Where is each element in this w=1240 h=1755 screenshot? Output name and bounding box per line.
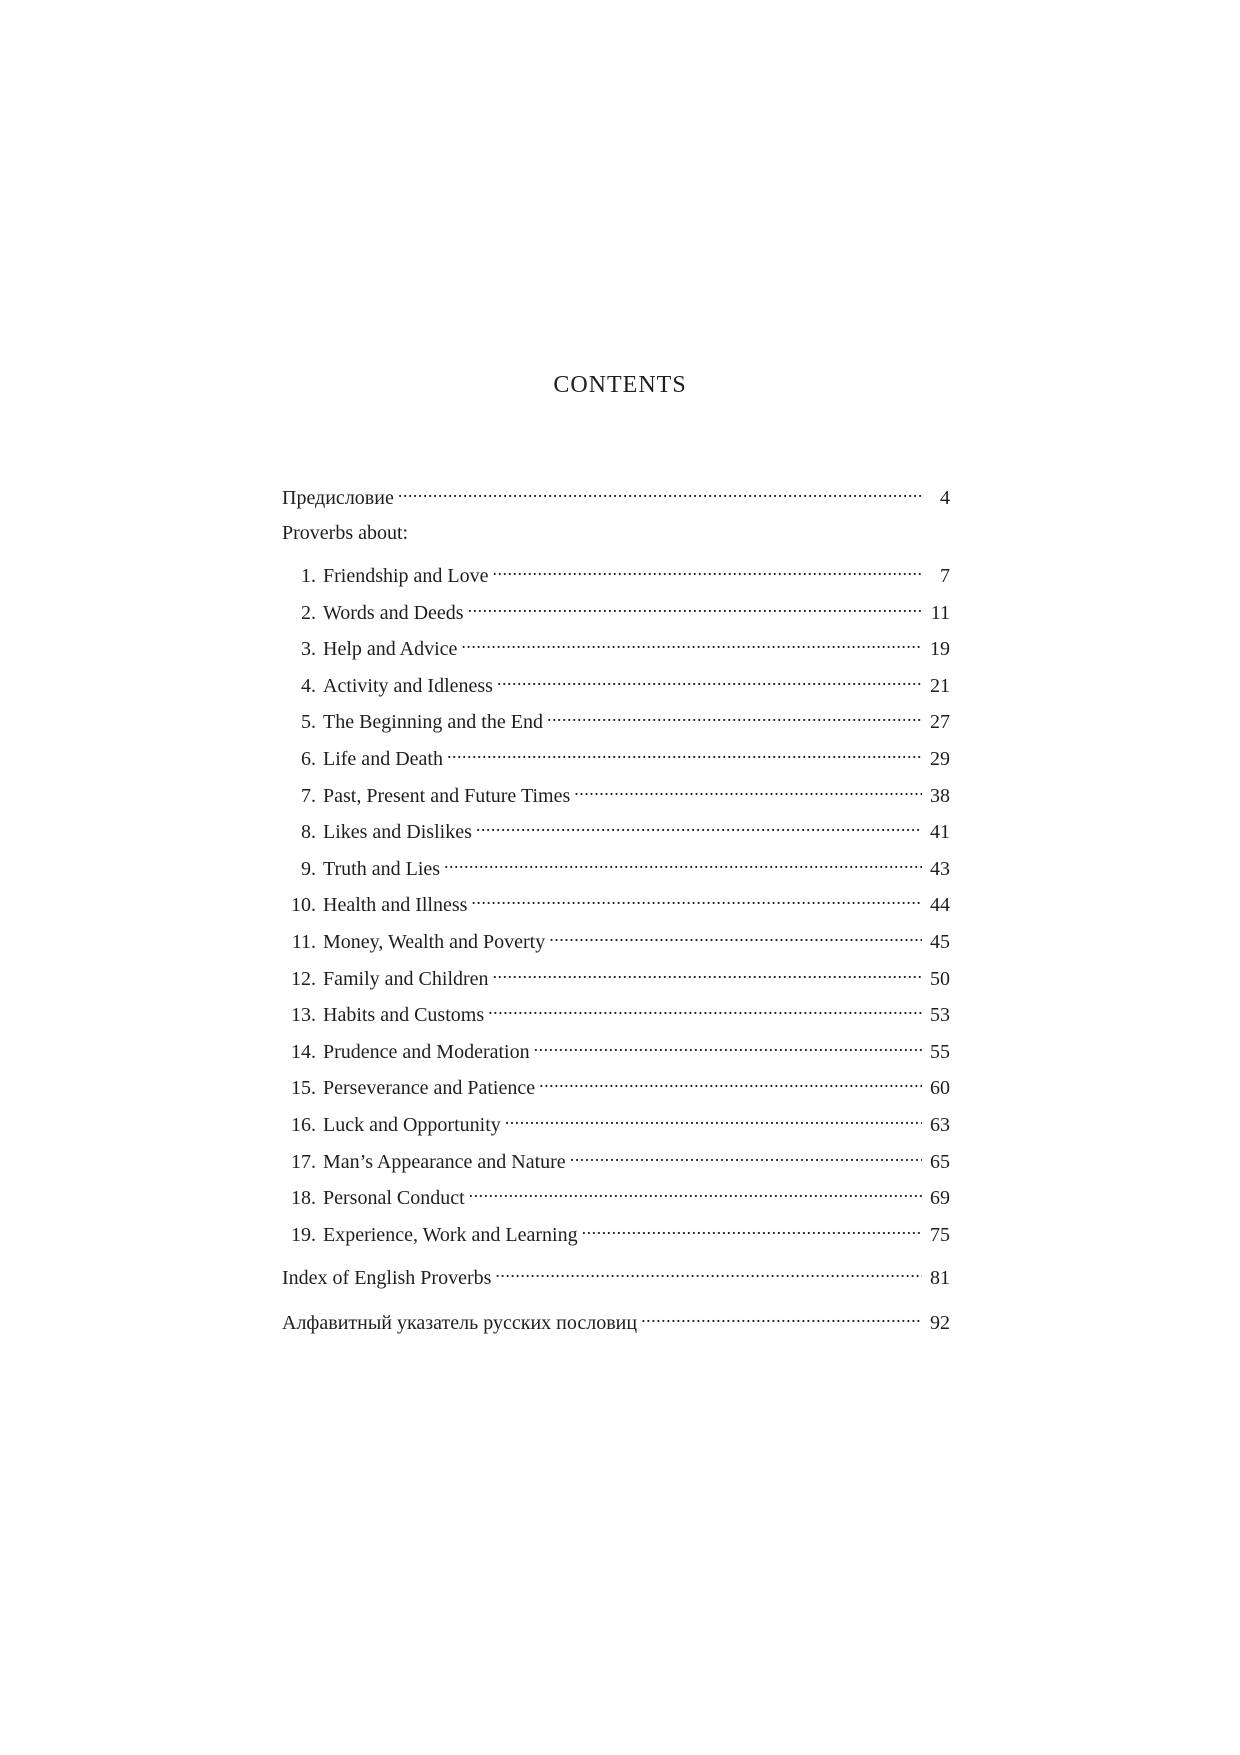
toc-entry-label: Алфавитный указатель русских пословиц [282, 1312, 638, 1334]
dot-leader [547, 702, 922, 728]
dot-leader [493, 556, 922, 582]
toc-entry-chapter[interactable] [282, 629, 950, 662]
page-title: CONTENTS [553, 372, 687, 398]
chapter-number: 19. [291, 1224, 316, 1246]
chapter-number: 12. [291, 968, 316, 990]
chapter-number: 9. [301, 858, 316, 880]
toc-entry-page: 50 [930, 968, 950, 990]
chapter-number: 1. [301, 565, 316, 587]
toc-entry-page: 65 [930, 1151, 950, 1173]
toc-entry-page: 38 [930, 785, 950, 807]
dot-leader [447, 739, 922, 765]
toc-entry-page: 45 [930, 931, 950, 953]
chapter-number: 13. [291, 1004, 316, 1026]
toc-entry-page: 43 [930, 858, 950, 880]
toc-entry-page: 11 [930, 602, 950, 624]
proverbs-heading: Proverbs about: [282, 522, 409, 544]
dot-leader [641, 1303, 922, 1329]
toc-entry-label: Health and Illness [323, 894, 468, 916]
toc-entry-label: Money, Wealth and Poverty [323, 931, 546, 953]
dot-leader [461, 629, 922, 655]
toc-entry-chapter[interactable] [282, 995, 950, 1028]
toc-entry-label: Index of English Proverbs [282, 1267, 492, 1289]
toc-entry-page: 44 [930, 894, 950, 916]
dot-leader [505, 1105, 922, 1131]
toc-entry-chapter[interactable] [282, 556, 950, 589]
toc-entry-page: 63 [930, 1114, 950, 1136]
toc-entry-index-english[interactable] [282, 1258, 950, 1291]
toc-entry-label: The Beginning and the End [323, 711, 543, 733]
toc-entry-chapter[interactable] [282, 1178, 950, 1211]
chapter-number: 16. [291, 1114, 316, 1136]
chapter-number: 18. [291, 1187, 316, 1209]
toc-entry-label: Help and Advice [323, 638, 458, 660]
chapter-number: 3. [301, 638, 316, 660]
dot-leader [493, 959, 922, 985]
toc-entry-page: 75 [930, 1224, 950, 1246]
dot-leader [582, 1215, 922, 1241]
toc-entry-page: 27 [930, 711, 950, 733]
toc-entry-label: Life and Death [323, 748, 443, 770]
dot-leader [488, 995, 922, 1021]
chapter-number: 2. [301, 602, 316, 624]
toc-entry-label: Prudence and Moderation [323, 1041, 530, 1063]
toc-entry-chapter[interactable] [282, 776, 950, 809]
chapter-number: 8. [301, 821, 316, 843]
chapter-number: 10. [291, 894, 316, 916]
toc-entry-label: Truth and Lies [323, 858, 441, 880]
dot-leader [444, 849, 922, 875]
toc-entry-page: 4 [940, 487, 950, 509]
toc-entry-page: 7 [940, 565, 950, 587]
dot-leader [574, 776, 922, 802]
toc-entry-chapter[interactable] [282, 666, 950, 699]
toc-entry-label: Words and Deeds [323, 602, 464, 624]
chapter-number: 6. [301, 748, 316, 770]
chapter-number: 17. [291, 1151, 316, 1173]
chapter-number: 4. [301, 675, 316, 697]
toc-entry-page: 55 [930, 1041, 950, 1063]
toc-entry-label: Предисловие [282, 487, 394, 509]
dot-leader [398, 478, 922, 504]
toc-entry-chapter[interactable] [282, 885, 950, 918]
toc-entry-label: Friendship and Love [323, 565, 489, 587]
dot-leader [534, 1032, 922, 1058]
toc-entry-page: 81 [930, 1267, 950, 1289]
chapter-number: 14. [291, 1041, 316, 1063]
toc-entry-label: Likes and Dislikes [323, 821, 472, 843]
toc-entry-page: 53 [930, 1004, 950, 1026]
toc-entry-label: Man’s Appearance and Nature [323, 1151, 566, 1173]
chapter-number: 5. [301, 711, 316, 733]
chapter-number: 15. [291, 1077, 316, 1099]
toc-entry-label: Experience, Work and Learning [323, 1224, 578, 1246]
chapter-number: 7. [301, 785, 316, 807]
toc-entry-label: Past, Present and Future Times [323, 785, 571, 807]
toc-entry-chapter[interactable] [282, 593, 950, 626]
toc-entry-chapter[interactable] [282, 1142, 950, 1175]
toc-entry-preface[interactable] [282, 478, 950, 511]
toc-entry-chapter[interactable] [282, 849, 950, 882]
toc-entry-label: Activity and Idleness [323, 675, 493, 697]
toc-entry-index-russian[interactable] [282, 1303, 950, 1336]
toc-entry-label: Personal Conduct [323, 1187, 465, 1209]
toc-entry-label: Family and Children [323, 968, 489, 990]
dot-leader [471, 885, 922, 911]
chapter-number: 11. [291, 931, 316, 953]
toc-entry-page: 21 [930, 675, 950, 697]
dot-leader [497, 666, 922, 692]
dot-leader [495, 1258, 922, 1284]
toc-entry-label: Habits and Customs [323, 1004, 485, 1026]
dot-leader [570, 1142, 922, 1168]
dot-leader [539, 1068, 922, 1094]
toc-entry-chapter[interactable] [282, 922, 950, 955]
dot-leader [549, 922, 922, 948]
toc-entry-page: 19 [930, 638, 950, 660]
toc-entry-chapter[interactable] [282, 1032, 950, 1065]
toc-entry-label: Luck and Opportunity [323, 1114, 501, 1136]
dot-leader [468, 593, 922, 619]
toc-entry-page: 92 [930, 1312, 950, 1334]
dot-leader [469, 1178, 922, 1204]
toc-entry-page: 69 [930, 1187, 950, 1209]
toc-entry-chapter[interactable] [282, 1215, 950, 1248]
dot-leader [476, 812, 922, 838]
toc-entry-label: Perseverance and Patience [323, 1077, 536, 1099]
toc-entry-page: 60 [930, 1077, 950, 1099]
toc-entry-chapter[interactable] [282, 739, 950, 772]
toc-entry-chapter[interactable] [282, 1068, 950, 1101]
toc-entry-chapter[interactable] [282, 812, 950, 845]
toc-entry-page: 29 [930, 748, 950, 770]
toc-entry-chapter[interactable] [282, 959, 950, 992]
toc-entry-chapter[interactable] [282, 702, 950, 735]
toc-entry-page: 41 [930, 821, 950, 843]
toc-entry-chapter[interactable] [282, 1105, 950, 1138]
